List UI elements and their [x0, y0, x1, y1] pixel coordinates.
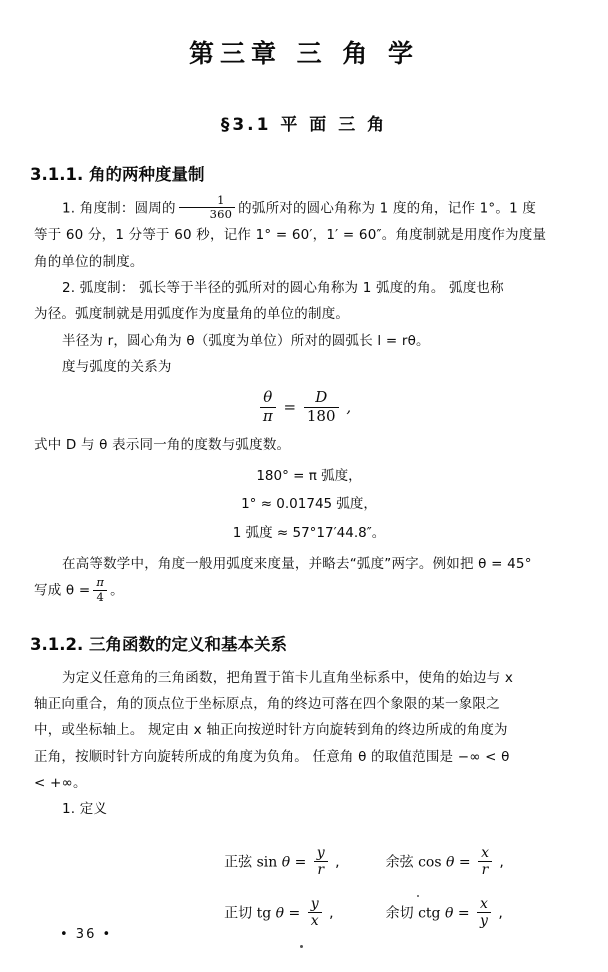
fraction-numerator: π [96, 575, 105, 590]
paragraph-text-part: 为定义任意角的三角函数，把角置于笛卡儿直角坐标系中，使角的始边与 x [62, 669, 514, 686]
paragraph-text-part: 轴正向重合，角的顶点位于坐标原点，角的终边可落在四个象限的某一象限之 [34, 696, 500, 713]
paragraph-text-part: 中，或坐标轴上。 规定由 x 轴正向按逆时针方向旋转到角的终边所成的角度为 [34, 722, 508, 739]
paragraph-after-formula: 式中 D 与 θ 表示同一角的度数与弧度数。 [34, 436, 291, 453]
cotangent-label: 余切 [385, 905, 414, 922]
fraction-numerator: x [480, 895, 488, 912]
fraction-pi-over-4 [93, 576, 107, 603]
sine-function-name: sin [256, 854, 278, 871]
fraction-x-over-r [478, 845, 492, 878]
table-row [104, 837, 504, 888]
fraction-denominator: r [478, 861, 492, 878]
fraction-numerator: D [315, 388, 328, 407]
table-row [104, 888, 504, 939]
paragraph-radian-measure [34, 275, 576, 380]
paragraph-text-part: 正角，按顺时针方向旋转所成的角度为负角。 任意角 θ 的取值范围是 −∞ < θ [34, 748, 510, 765]
equals-sign: = [288, 905, 301, 922]
paragraph-text-part: 为径。弧度制就是用弧度作为度量角的单位的制度。 [34, 306, 350, 323]
cosine-definition [386, 837, 504, 888]
list-item-definition: 1. 定义 [62, 801, 108, 818]
scan-speck [300, 945, 303, 948]
fraction-numerator: y [310, 895, 319, 912]
cotangent-function-name: ctg [418, 905, 441, 922]
fraction-denominator: r [314, 861, 328, 878]
fraction-numerator: y [316, 844, 325, 861]
formula-theta-over-pi [0, 390, 608, 426]
cotangent-argument: θ [444, 905, 454, 922]
tangent-argument: θ [275, 905, 285, 922]
fraction-y-over-x [308, 896, 322, 929]
tangent-definition [104, 888, 386, 939]
equals-sign: = [458, 854, 471, 871]
tangent-label: 正切 [224, 905, 253, 922]
subsection-heading-1: 3.1.1. 角的两种度量制 [30, 165, 205, 184]
formula-expression [257, 390, 351, 426]
fraction-y-over-r [314, 845, 328, 878]
fraction-denominator: y [477, 912, 491, 929]
paragraph-text-part: 写成 θ = [34, 583, 91, 600]
fraction-denominator: 180 [304, 407, 339, 425]
paragraph-arc-length: 半径为 r，圆心角为 θ（弧度为单位）所对的圆弧长 l = rθ。 [62, 332, 430, 349]
tangent-function-name: tg [256, 905, 272, 922]
section-title: §3.1 平 面 三 角 [220, 115, 388, 135]
equals-sign: = [294, 854, 307, 871]
paragraph-text-part: 在高等数学中，角度一般用弧度来度量，并略去“弧度”两字。例如把 θ = 45° [62, 556, 532, 573]
paragraph-higher-math-note [34, 551, 576, 605]
paragraph-text-part: 。 [110, 583, 124, 600]
formula-trailing-comma: , [346, 398, 352, 416]
fraction-numerator: x [481, 844, 489, 861]
trig-function-definitions [104, 837, 504, 939]
scan-speck [417, 895, 419, 897]
cosine-argument: θ [445, 854, 455, 871]
paragraph-text-part: 2. 弧度制： 弧长等于半径的弧所对的圆心角称为 1 弧度的角。 弧度也称 [62, 280, 504, 296]
paragraph-relation-lead: 度与弧度的关系为 [62, 358, 172, 375]
trailing-comma: , [499, 854, 504, 871]
chapter-title: 第三章 三 角 学 [188, 39, 420, 68]
paragraph-text-part [34, 577, 576, 604]
paragraph-text-part: 的弧所对的圆心角称为 1 度的角，记作 1°。1 度 [238, 200, 537, 217]
trailing-comma: , [329, 905, 334, 922]
fraction-theta-pi [260, 389, 276, 425]
document-page [0, 34, 608, 972]
fraction-denominator: 360 [179, 207, 236, 221]
trailing-comma: , [498, 905, 503, 922]
fraction-x-over-y [477, 896, 491, 929]
sine-definition [104, 837, 386, 888]
paragraph-definition-intro [34, 665, 576, 823]
fraction-D-180 [304, 389, 339, 425]
equals-sign: = [457, 905, 470, 922]
sine-argument: θ [281, 854, 291, 871]
trailing-comma: , [335, 854, 340, 871]
paragraph-text-part: < +∞。 [34, 775, 87, 792]
equation-one-deg: 1° ≈ 0.01745 弧度， [241, 496, 377, 513]
subsection-heading-2: 3.1.2. 三角函数的定义和基本关系 [30, 634, 287, 654]
cosine-function-name: cos [418, 854, 442, 871]
fraction-denominator: 4 [93, 590, 107, 604]
paragraph-text-part: 角的单位的制度。 [34, 253, 144, 270]
equals-sign: = [283, 398, 297, 416]
fraction-numerator: 1 [217, 193, 225, 207]
cosine-label: 余弦 [385, 854, 414, 871]
equation-one-radian: 1 弧度 ≈ 57°17′44.8″。 [232, 524, 386, 541]
cotangent-definition [386, 888, 504, 939]
page-number: • 36 • [60, 927, 113, 942]
fraction-one-over-360 [179, 194, 236, 221]
sine-label: 正弦 [224, 854, 253, 871]
fraction-denominator: x [308, 912, 322, 929]
paragraph-degree-measure [34, 195, 576, 275]
equation-list-conversions [0, 462, 608, 547]
fraction-numerator: θ [263, 388, 273, 407]
paragraph-text-part: 1. 角度制：圆周的 [62, 200, 176, 217]
paragraph-text-part: 等于 60 分，1 分等于 60 秒，记作 1° = 60′，1′ = 60″。角度制就是用度作为度量 [34, 227, 547, 244]
fraction-denominator: π [260, 407, 276, 425]
equation-180-deg: 180° = π 弧度， [256, 468, 362, 485]
